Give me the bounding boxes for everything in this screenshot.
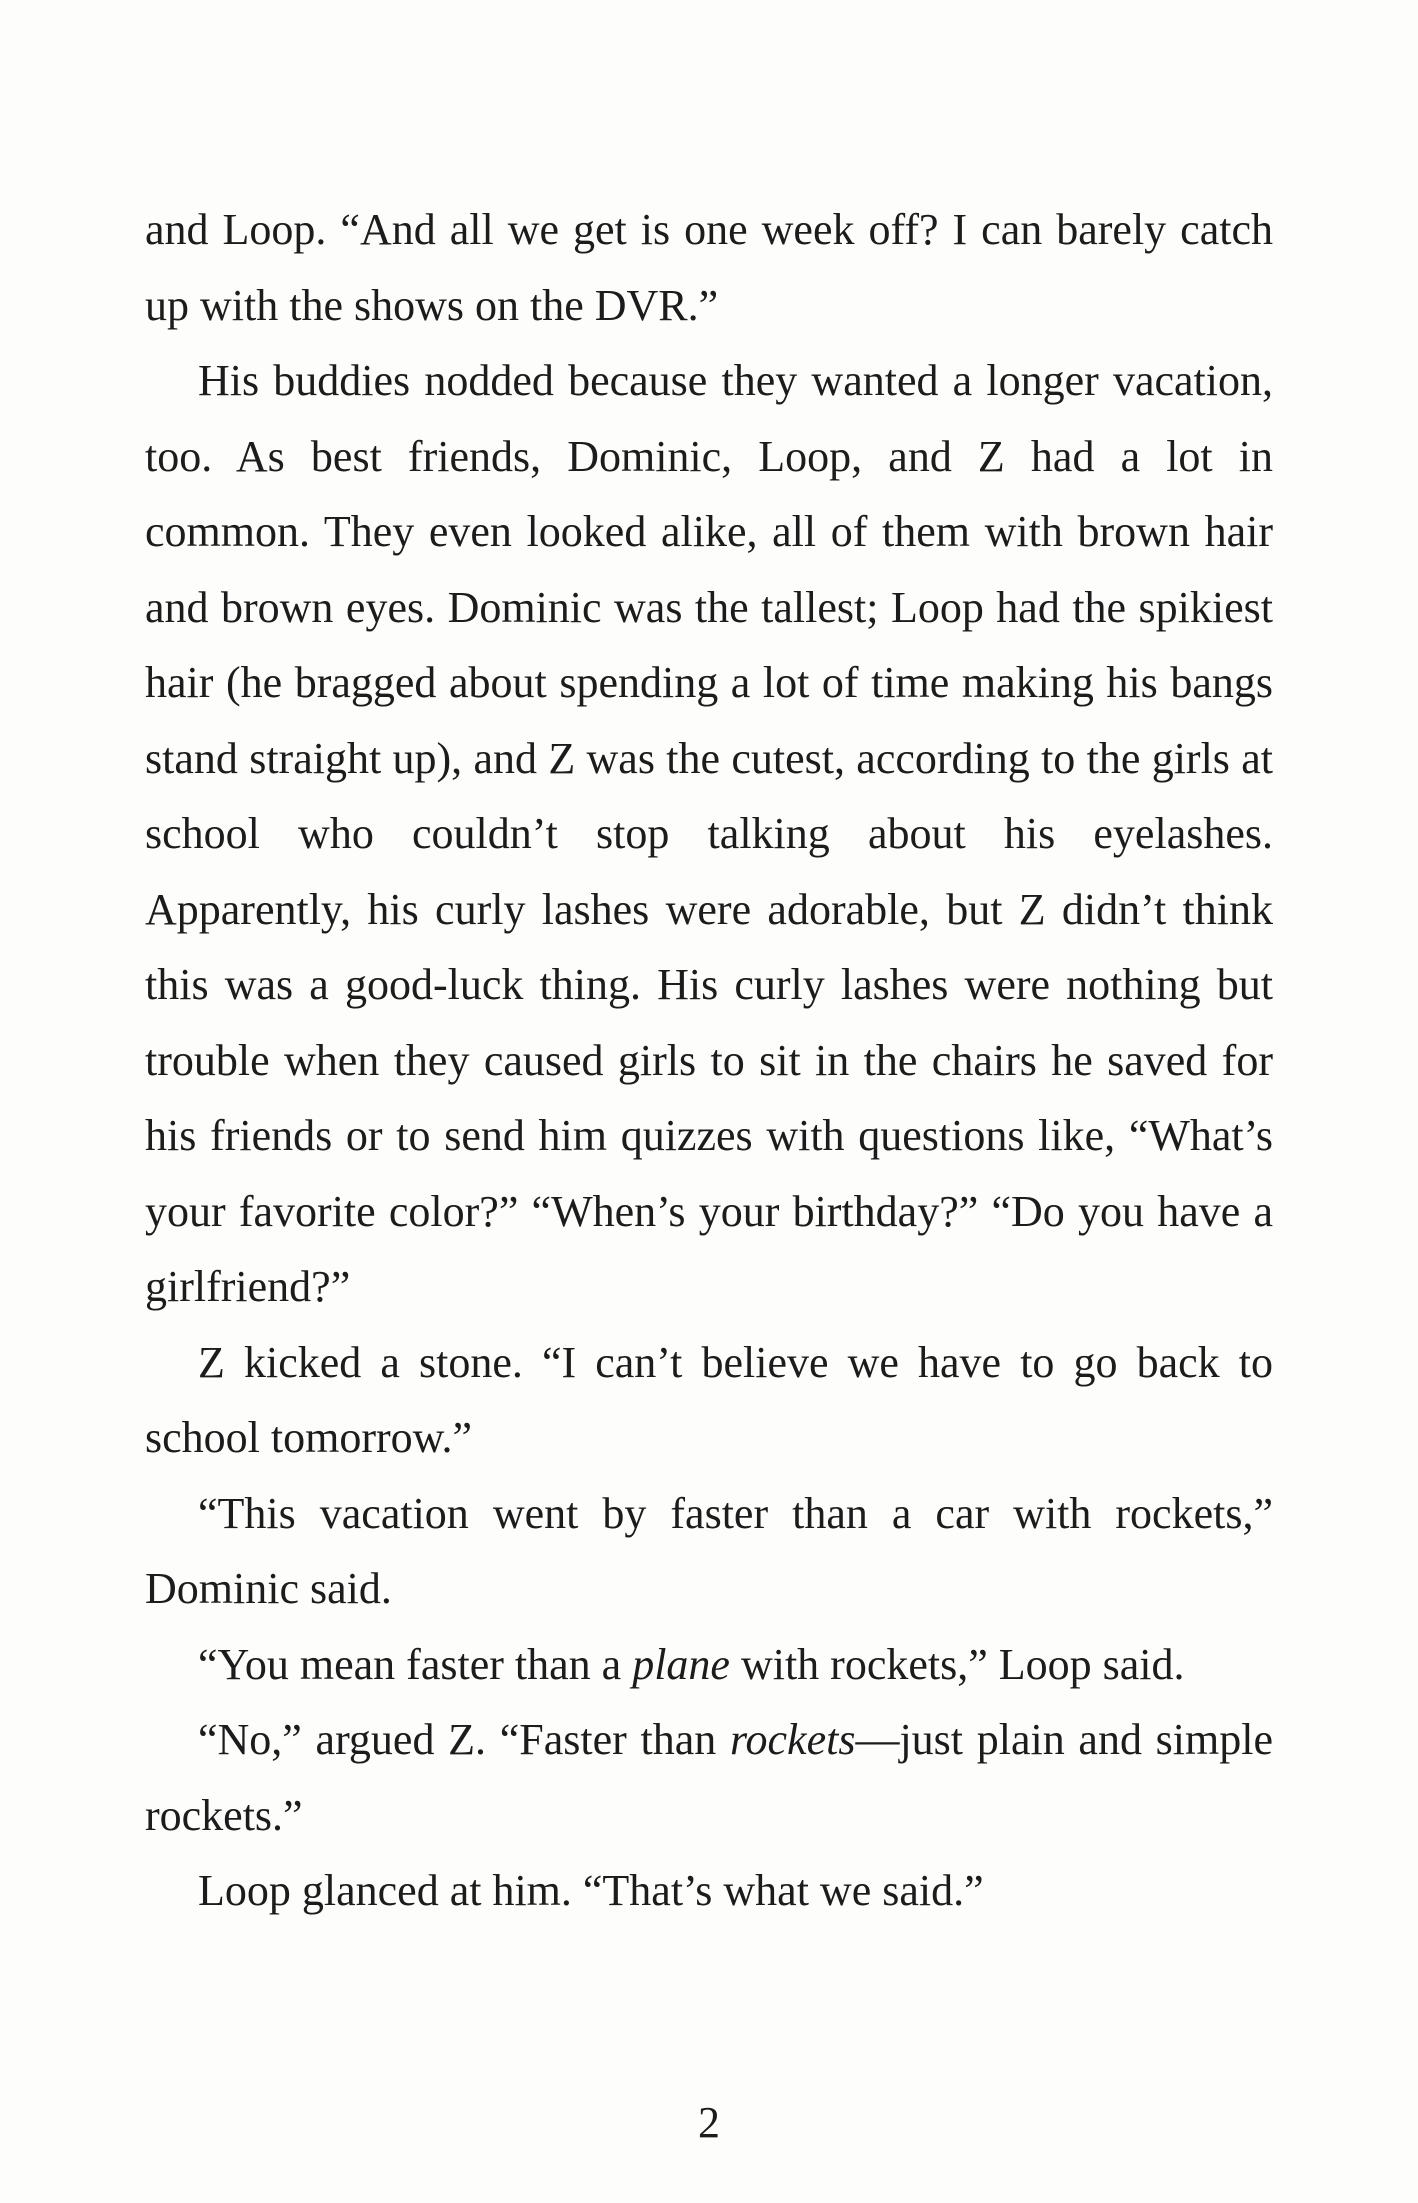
emphasis: plane xyxy=(632,1639,730,1689)
paragraph: His buddies nodded because they wanted a longer vacation, too. As best friends, Dominic, Loop, and Z had a lot in common. They even looked alike, all of them with brown hair and brown eyes. Dominic was the tallest; Loop had the spikiest hair (he bragged about spending a lot of time making his bangs stand straight up), and Z was the cutest, according to the girls at school who couldn’t stop talking about his eyelashes. Apparently, his curly lashes were adorable, but Z didn’t think this was a good-luck thing. His curly lashes were nothing but trouble when they caused girls to sit in the chairs he saved for his friends or to send him quizzes with questions like, “What’s your favorite color?” “When’s your birthday?” “Do you have a girlfriend?” xyxy=(145,356,1273,1311)
paragraph: and Loop. “And all we get is one week off? I can barely catch up with the shows on the DVR.” xyxy=(145,205,1273,330)
text-run: with rockets,” Loop said. xyxy=(729,1639,1185,1689)
text-run: “No,” argued Z. “Faster than xyxy=(198,1715,731,1764)
paragraph: Z kicked a stone. “I can’t believe we have to go back to school tomorrow.” xyxy=(145,1337,1273,1462)
paragraph-plane xyxy=(145,1627,1273,1703)
text-run: —just plain and simple rockets.” xyxy=(145,1715,1273,1840)
emphasis: rockets xyxy=(730,1715,856,1764)
paragraph: Loop glanced at him. “That’s what we said.” xyxy=(198,1866,984,1915)
paragraph: “This vacation went by faster than a car with rockets,” Dominic said. xyxy=(145,1488,1273,1613)
page-number: 2 xyxy=(698,2098,720,2147)
page-body xyxy=(145,192,1273,1929)
text-run: “You mean faster than a xyxy=(198,1639,633,1689)
paragraph-rockets xyxy=(145,1702,1273,1853)
